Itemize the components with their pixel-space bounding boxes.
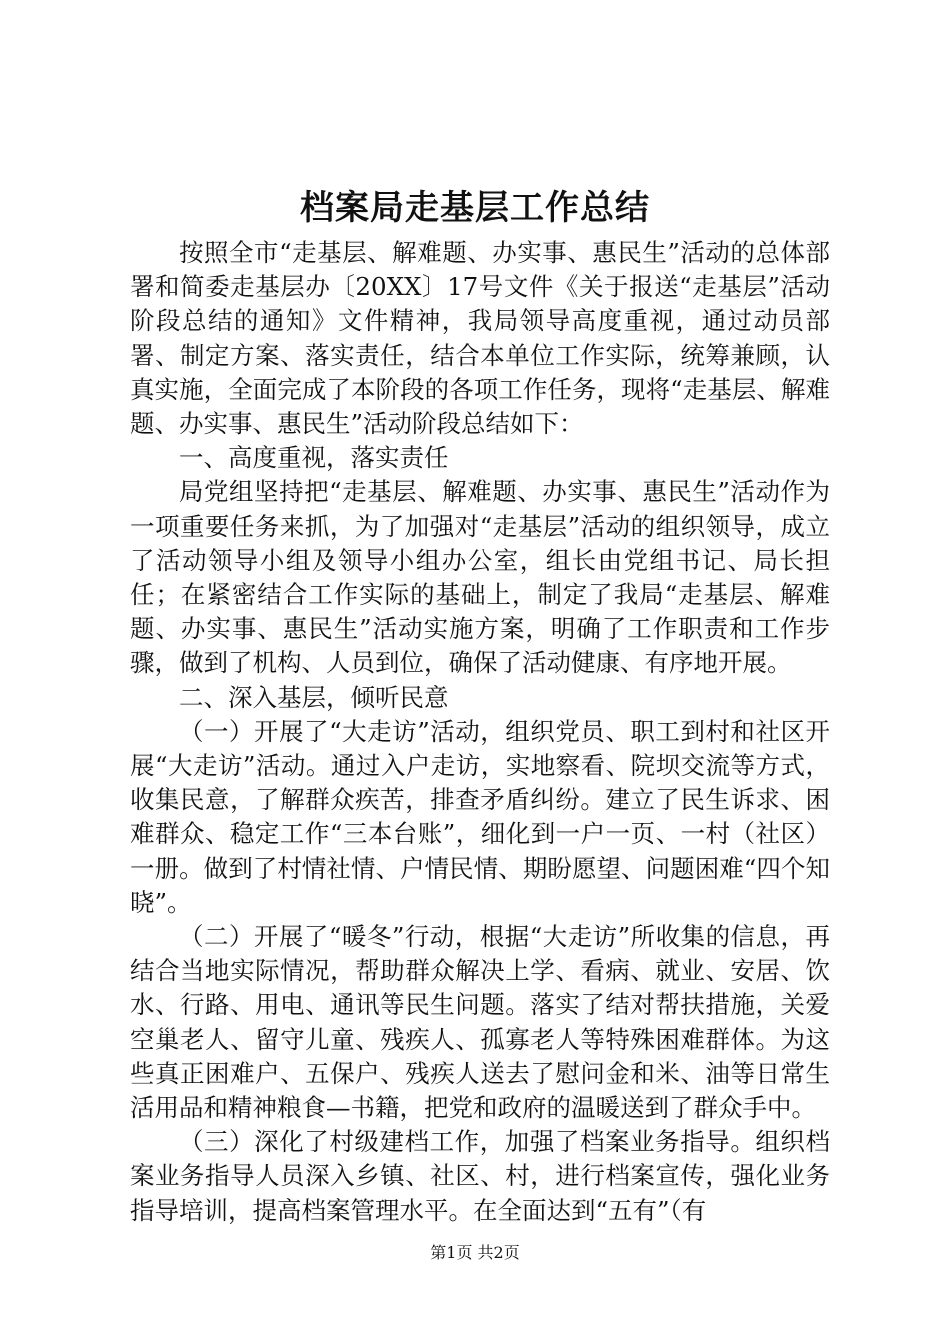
- section-heading-1: 一、高度重视，落实责任: [179, 443, 449, 473]
- document-body: [130, 236, 830, 1228]
- paragraph-item-2: （二）开展了“暖冬”行动，根据“大走访”所收集的信息，再结合当地实际情况，帮助群众解决上学、看病、就业、安居、饮水、行路、用电、通讯等民生问题。落实了结对帮扶措施，关爱空巢老人、留守儿童、残疾人、孤寡老人等特殊困难群体。为这些真正困难户、五保户、残疾人送去了慰问金和米、油等日常生活用品和精神粮食—书籍，把党和政府的温暖送到了群众手中。: [130, 922, 830, 1123]
- section-heading-2: 二、深入基层，倾听民意: [179, 682, 449, 712]
- paragraph-item-3: （三）深化了村级建档工作，加强了档案业务指导。组织档案业务指导人员深入乡镇、社区、村，进行档案宣传，强化业务指导培训，提高档案管理水平。在全面达到“五有”（有: [130, 1127, 830, 1225]
- paragraph-section-1: 局党组坚持把“走基层、解难题、办实事、惠民生”活动作为一项重要任务来抓，为了加强对“走基层”活动的组织领导，成立了活动领导小组及领导小组办公室，组长由党组书记、局长担任；在紧密结合工作实际的基础上，制定了我局“走基层、解难题、办实事、惠民生”活动实施方案，明确了工作职责和工作步骤，做到了机构、人员到位，确保了活动健康、有序地开展。: [130, 477, 830, 678]
- paragraph-intro: 按照全市“走基层、解难题、办实事、惠民生”活动的总体部署和简委走基层办〔20XX〕17号文件《关于报送“走基层”活动阶段总结的通知》文件精神，我局领导高度重视，通过动员部署、制定方案、落实责任，结合本单位工作实际，统筹兼顾，认真实施，全面完成了本阶段的各项工作任务，现将“走基层、解难题、办实事、惠民生”活动阶段总结如下：: [130, 238, 830, 439]
- page-footer: 第1页 共2页: [430, 1243, 520, 1262]
- document-title: 档案局走基层工作总结: [300, 188, 650, 228]
- paragraph-item-1: （一）开展了“大走访”活动，组织党员、职工到村和社区开展“大走访”活动。通过入户走访，实地察看、院坝交流等方式，收集民意，了解群众疾苦，排查矛盾纠纷。建立了民生诉求、困难群众、稳定工作“三本台账”，细化到一户一页、一村（社区）一册。做到了村情社情、户情民情、期盼愿望、问题困难“四个知晓”。: [130, 716, 830, 917]
